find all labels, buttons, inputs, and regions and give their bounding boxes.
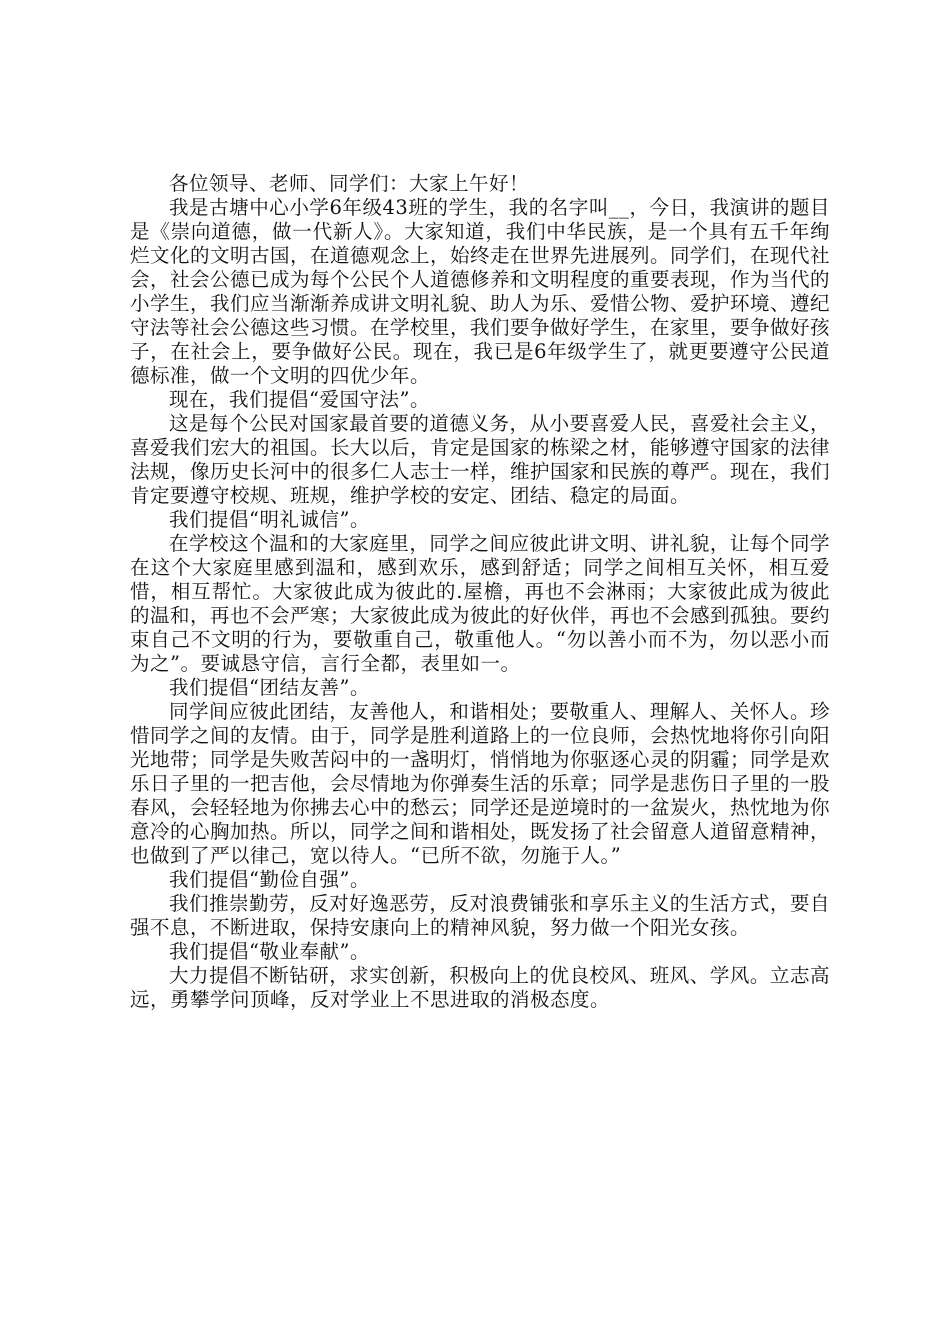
body-paragraph-unity: 同学间应彼此团结，友善他人，和谐相处；要敬重人、理解人、关怀人。珍惜同学之间的友情。由于，同学是胜利道路上的一位良师，会热忱地将你引向阳光地带；同学是失败苦闷中的一盏明灯，悄悄地为你驱逐心灵的阴霾；同学是欢乐日子里的一把吉他，会尽情地为你弹奏生活的乐章；同学是悲伤日子里的一股春风，会轻轻地为你拂去心中的愁云；同学还是逆境时的一盆炭火，热忱地为你意冷的心胸加热。所以，同学之间和谐相处，既发扬了社会留意人道留意精神，也做到了严以律己，宽以待人。“已所不欲，勿施于人。”	[130, 700, 831, 867]
body-paragraph-dedication: 大力提倡不断钻研，求实创新，积极向上的优良校风、班风、学风。立志高远，勇攀学问顶峰，反对学业上不思进取的消极态度。	[130, 964, 830, 1011]
section-heading-courtesy: 我们提倡“明礼诚信”。	[169, 508, 370, 531]
section-heading-diligence: 我们提倡“勤俭自强”。	[169, 868, 370, 891]
section-heading-dedication: 我们提倡“敬业奉献”。	[169, 940, 370, 963]
body-paragraph-courtesy: 在学校这个温和的大家庭里，同学之间应彼此讲文明、讲礼貌，让每个同学在这个大家庭里感到温和，感到欢乐，感到舒适；同学之间相互关怀，相互爱惜，相互帮忙。大家彼此成为彼此的.屋檐，再也不会淋雨；大家彼此成为彼此的温和，再也不会严寒；大家彼此成为彼此的好伙伴，再也不会感到孤独。要约束自己不文明的行为，要敬重自己，敬重他人。“勿以善小而不为，勿以恶小而为之”。要诚恳守信，言行全都，表里如一。	[130, 532, 831, 675]
document-body	[130, 172, 830, 1012]
intro-paragraph: 我是古塘中心小学6年级43班的学生，我的名字叫__，今日，我演讲的题目是《崇向道德，做一代新人》。大家知道，我们中华民族，是一个具有五千年绚烂文化的文明古国，在道德观念上，始终走在世界先进展列。同学们，在现代社会，社会公德已成为每个公民个人道德修养和文明程度的重要表现，作为当代的小学生，我们应当渐渐养成讲文明礼貌、助人为乐、爱惜公物、爱护环境、遵纪守法等社会公德这些习惯。在学校里，我们要争做好学生，在家里，要争做好孩子，在社会上，要争做好公民。现在，我已是6年级学生了，就更要遵守公民道德标准，做一个文明的四优少年。	[130, 196, 831, 387]
body-paragraph-patriotism: 这是每个公民对国家最首要的道德义务，从小要喜爱人民，喜爱社会主义，喜爱我们宏大的祖国。长大以后，肯定是国家的栋梁之材，能够遵守国家的法律法规，像历史长河中的很多仁人志士一样，维护国家和民族的尊严。现在，我们肯定要遵守校规、班规，维护学校的安定、团结、稳定的局面。	[130, 412, 831, 507]
section-heading-unity: 我们提倡“团结友善”。	[169, 676, 370, 699]
section-heading-patriotism: 现在，我们提倡“爱国守法”。	[169, 388, 430, 411]
body-paragraph-diligence: 我们推崇勤劳，反对好逸恶劳，反对浪费铺张和享乐主义的生活方式，要自强不息，不断进取，保持安康向上的精神风貌，努力做一个阳光女孩。	[130, 892, 830, 939]
greeting-paragraph: 各位领导、老师、同学们：大家上午好！	[169, 172, 530, 195]
